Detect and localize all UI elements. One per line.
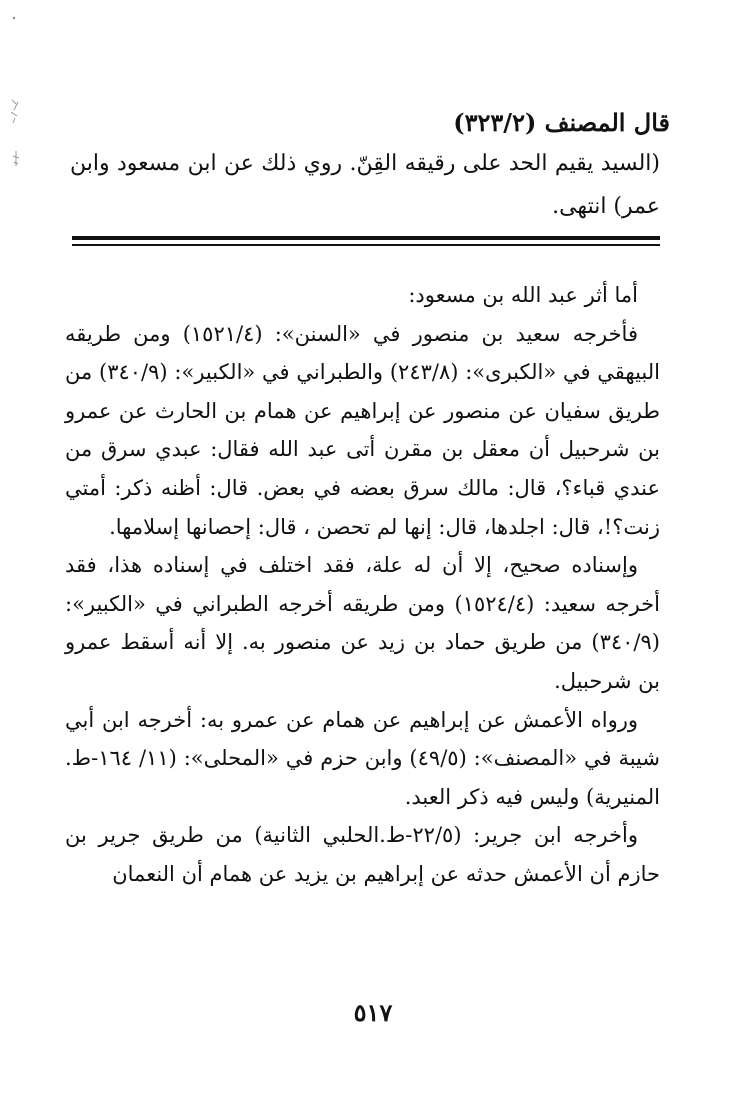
- section-heading: قال المصنف (٣٢٣/٢): [453, 108, 670, 137]
- paragraph: أما أثر عبد الله بن مسعود:: [408, 283, 638, 307]
- quoted-text: (السيد يقيم الحد على رقيقه القِنّ. روي ذلك عن ابن مسعود وابن عمر) انتهى.: [70, 151, 660, 219]
- rule-thin-line: [72, 244, 660, 246]
- double-rule-divider: [72, 236, 660, 250]
- scan-smudge-mark: [6, 96, 30, 116]
- page-number: ٥١٧: [353, 998, 393, 1027]
- paragraph: وأخرجه ابن جرير: (٢٢/٥-ط.الحلبي الثانية) من طريق جرير بن حازم أن الأعمش حدثه عن إبراهيم بن يزيد عن همام أن النعمان: [65, 823, 660, 886]
- scan-speck-mark: [6, 8, 30, 28]
- paragraph: ورواه الأعمش عن إبراهيم عن همام عن عمرو به: أخرجه ابن أبي شيبة في «المصنف»: (٤٩/٥) وابن حزم في «المحلى»: (١١/ ١٦٤-ط. المنيرية) وليس فيه ذكر العبد.: [65, 707, 660, 809]
- rule-thick-line: [72, 236, 660, 240]
- paragraph: وإسناده صحيح، إلا أن له علة، فقد اختلف في إسناده هذا، فقد أخرجه سعيد: (١٥٢٤/٤) ومن طريقه أخرجه الطبراني في «الكبير»: (٣٤٠/٩) من طريق حماد بن زيد عن منصور به. إلا أنه أسقط عمرو بن شرحبيل.: [65, 553, 660, 693]
- commentary-body: [65, 276, 660, 894]
- paragraph: فأخرجه سعيد بن منصور في «السنن»: (١٥٢١/٤) ومن طريقه البيهقي في «الكبرى»: (٢٤٣/٨) والطبراني في «الكبير»: (٣٤٠/٩) من طريق سفيان عن منصور عن إبراهيم عن همام بن الحارث عن عمرو بن شرحبيل أن معقل بن مقرن أتى عبد الله فقال: عبدي سرق من عندي قباء؟، قال: مالك سرق بعضه في بعض. قال: أظنه ذكر: أمتي زنت؟!، قال: اجلدها، قال: إنها لم تحصن ، قال: إحصانها إسلامها.: [65, 321, 661, 539]
- scan-smudge-mark: [6, 148, 30, 168]
